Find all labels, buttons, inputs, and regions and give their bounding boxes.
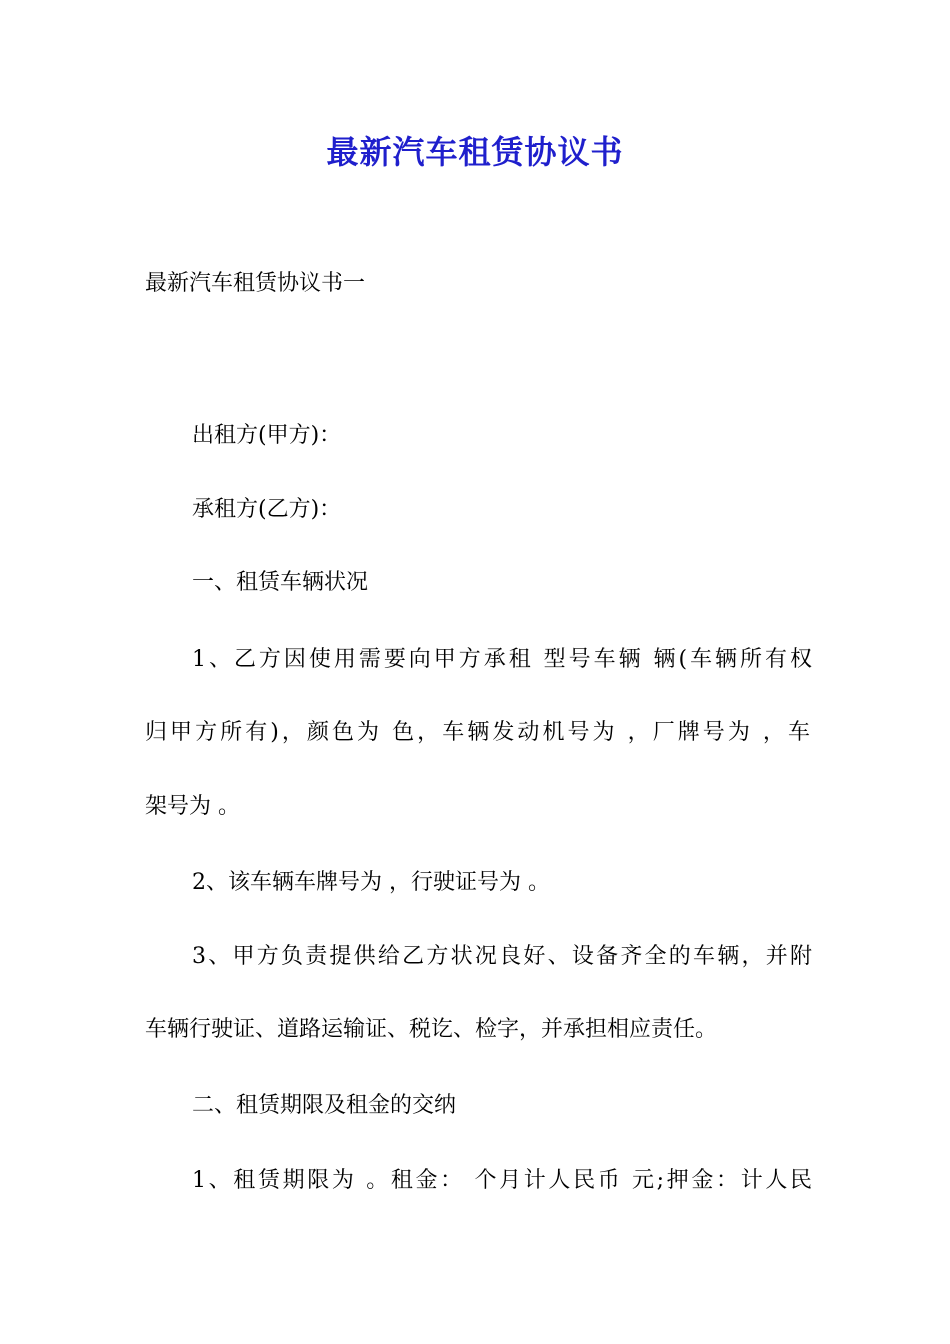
paragraph-clause-1-line-3: 架号为 。 (145, 794, 240, 819)
paragraph-clause-2: 2、该车辆车牌号为 ，行驶证号为 。 (192, 870, 550, 895)
paragraph-clause-1-line-2: 归甲方所有)，颜色为 色，车辆发动机号为 ，厂牌号为 ，车 (145, 720, 810, 745)
section-heading-lease-term: 二、租赁期限及租金的交纳 (192, 1093, 457, 1118)
document-title: 最新汽车租赁协议书 (326, 133, 624, 171)
document-subtitle: 最新汽车租赁协议书一 (145, 271, 366, 296)
paragraph-lessee: 承租方(乙方)： (192, 497, 342, 522)
paragraph-lessor: 出租方(甲方)： (192, 423, 342, 448)
paragraph-lease-term-1: 1、租赁期限为 。租金： 个月计人民币 元;押金：计人民 (192, 1168, 812, 1193)
paragraph-clause-1-line-1: 1、乙方因使用需要向甲方承租 型号车辆 辆(车辆所有权 (192, 647, 812, 672)
section-heading-vehicle: 一、租赁车辆状况 (192, 570, 369, 595)
paragraph-clause-3-line-2: 车辆行驶证、道路运输证、税讫、检字，并承担相应责任。 (145, 1017, 718, 1042)
paragraph-clause-3-line-1: 3、甲方负责提供给乙方状况良好、设备齐全的车辆，并附 (192, 944, 812, 969)
